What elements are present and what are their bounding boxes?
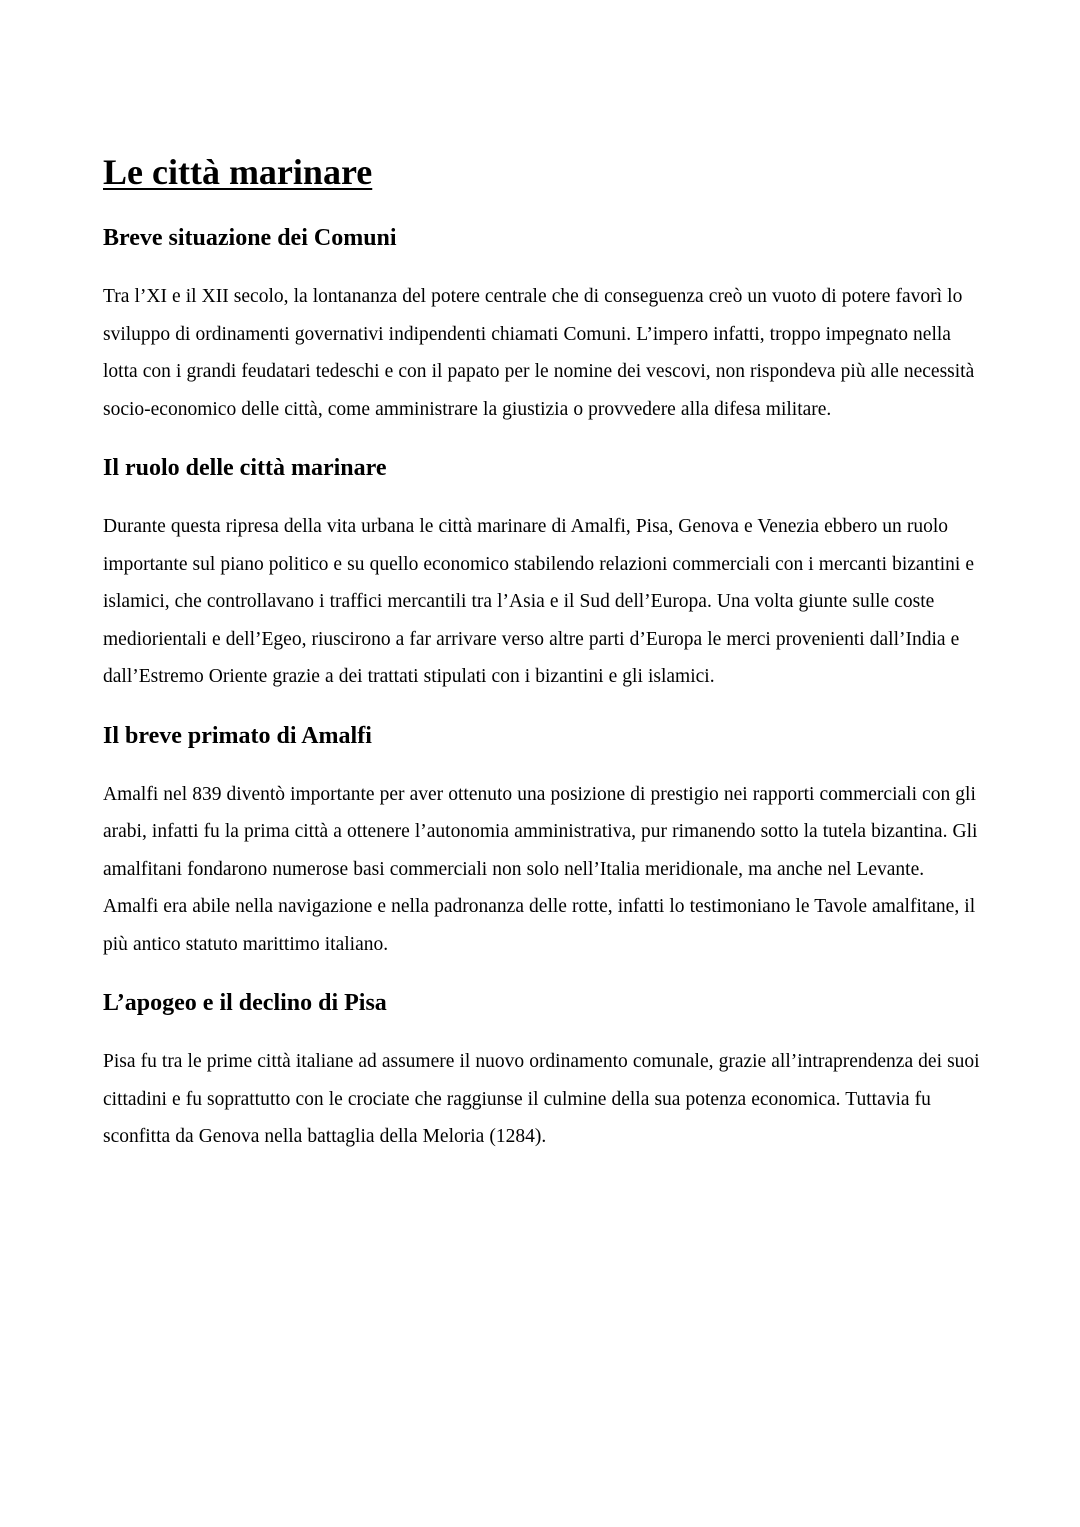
paragraph-amalfi: Amalfi nel 839 diventò importante per aver ottenuto una posizione di prestigio nei rapporti commerciali con gli arabi, infatti fu la prima città a ottenere l’autonomia amministrativa, pur rimanendo sotto la tutela bizantina. Gli amalfitani fondarono numerose basi commerciali non solo nell’Italia meridionale, ma anche nel Levante. Amalfi era abile nella navigazione e nella padronanza delle rotte, infatti lo testimoniano le Tavole amalfitane, il più antico statuto marittimo italiano. — [103, 783, 978, 955]
paragraph-pisa: Pisa fu tra le prime città italiane ad assumere il nuovo ordinamento comunale, grazie all’intraprendenza dei suoi cittadini e fu soprattutto con le crociate che raggiunse il culmine della sua potenza economica. Tuttavia fu sconfitta da Genova nella battaglia della Meloria (1284). — [103, 1051, 980, 1147]
section-heading-pisa: L’apogeo e il declino di Pisa — [103, 990, 387, 1016]
section-heading-comuni: Breve situazione dei Comuni — [103, 225, 397, 251]
paragraph-ruolo: Durante questa ripresa della vita urbana le città marinare di Amalfi, Pisa, Genova e Venezia ebbero un ruolo importante sul piano politico e su quello economico stabilendo relazioni commerciali con i mercanti bizantini e islamici, che controllavano i traffici mercantili tra l’Asia e il Sud dell’Europa. Una volta giunte sulle coste mediorientali e dell’Egeo, riuscirono a far arrivare verso altre parti d’Europa le merci provenienti dall’India e dall’Estremo Oriente grazie a dei trattati stipulati con i bizantini e gli islamici. — [103, 516, 975, 687]
paragraph-comuni: Tra l’XI e il XII secolo, la lontananza del potere centrale che di conseguenza creò un vuoto di potere favorì lo sviluppo di ordinamenti governativi indipendenti chiamati Comuni. L’impero infatti, troppo impegnato nella lotta con i grandi feudatari tedeschi e con il papato per le nomine dei vescovi, non rispondeva più alle necessità socio-economico delle città, come amministrare la giustizia o provvedere alla difesa militare. — [103, 286, 975, 420]
section-heading-ruolo: Il ruolo delle città marinare — [103, 455, 387, 481]
document-title: Le città marinare — [103, 152, 373, 192]
section-heading-amalfi: Il breve primato di Amalfi — [103, 722, 372, 749]
document-page — [103, 150, 983, 1156]
